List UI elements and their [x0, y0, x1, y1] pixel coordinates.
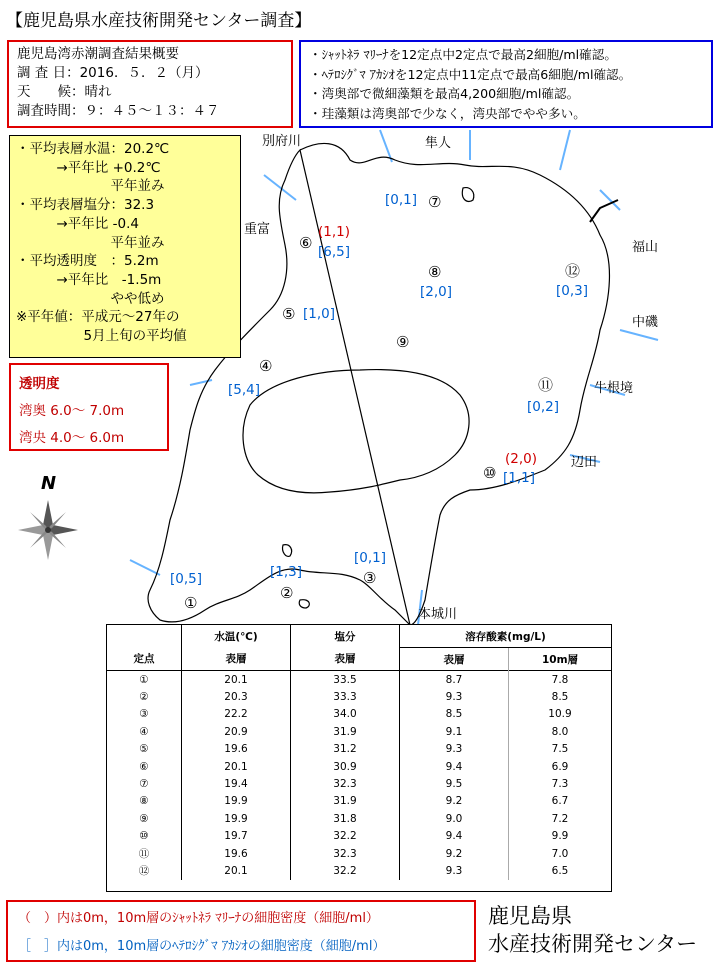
- table-cell: 20.1: [182, 862, 291, 879]
- station-7-heterosigma: [0,1]: [385, 192, 418, 208]
- station-2: ②: [280, 584, 294, 602]
- station-5-heterosigma: [1,0]: [303, 306, 336, 322]
- cell-station: ⑨: [107, 810, 182, 827]
- table-cell: 20.9: [182, 723, 291, 740]
- place-hetta: 辺田: [571, 455, 598, 470]
- compass-icon: [18, 500, 78, 560]
- table-row: [107, 845, 611, 862]
- place-hayato: 隼人: [425, 136, 452, 151]
- table-cell: 33.3: [291, 688, 400, 705]
- avg-line: ※平年値：平成元～27年の: [16, 309, 180, 326]
- station-10: ⑩: [483, 464, 497, 482]
- table-cell: 8.5: [400, 706, 509, 723]
- cell-station: ①: [107, 671, 182, 689]
- table-cell: 9.3: [400, 741, 509, 758]
- table-cell: 31.9: [291, 723, 400, 740]
- cell-station: ⑪: [107, 845, 182, 862]
- station-9: ⑨: [396, 333, 410, 351]
- place-ushinekyo: 牛根境: [594, 381, 634, 396]
- station-7: ⑦: [428, 193, 442, 211]
- th-salinity-surface: 表層: [291, 648, 400, 671]
- place-beppu-river: 別府川: [262, 134, 302, 149]
- table-cell: 19.7: [182, 828, 291, 845]
- table-cell: 6.7: [551, 795, 569, 808]
- th-do-10m: 10m層: [541, 653, 579, 666]
- cell-station: ⑫: [107, 862, 182, 879]
- table-cell: 10.9: [548, 708, 572, 721]
- organization-line1: 鹿児島県: [488, 904, 572, 928]
- avg-line: →平年比 -1.5m: [16, 271, 162, 288]
- table-cell: 9.4: [400, 828, 509, 845]
- table-cell: 9.1: [400, 723, 509, 740]
- cell-station: ④: [107, 723, 182, 740]
- table-cell: 9.5: [400, 775, 509, 792]
- legend-heterosigma: ［ ］内は0m，10m層のﾍﾃﾛｼｸﾞﾏ ｱｶｼｵの細胞密度（細胞/ml）: [18, 939, 386, 954]
- station-4-heterosigma: [5,4]: [228, 382, 261, 398]
- table-cell: 9.2: [400, 845, 509, 862]
- north-label: N: [41, 473, 57, 494]
- station-1: ①: [184, 594, 198, 612]
- table-cell: 9.2: [400, 793, 509, 810]
- table-cell: 30.9: [291, 758, 400, 775]
- summary-line: 調査時間：９：４５～１３：４７: [17, 103, 220, 119]
- table-cell: 32.2: [291, 862, 400, 879]
- table-cell: 33.5: [291, 671, 400, 689]
- clarity-middle-bay: 湾央 4.0～ 6.0m: [19, 430, 125, 446]
- table-row: [107, 793, 611, 810]
- finding-line: ・ｼｬｯﾄﾈﾗ ﾏﾘｰﾅを12定点中2定点で最高2細胞/ml確認。: [309, 47, 617, 62]
- summary-line: 天 候：晴れ: [17, 84, 112, 100]
- sakurajima: [243, 370, 469, 493]
- survey-summary-box: [7, 40, 293, 128]
- table-cell: 6.5: [551, 864, 569, 877]
- table-cell: 8.7: [400, 671, 509, 689]
- station-3-heterosigma: [0,1]: [354, 550, 387, 566]
- table-cell: 19.6: [182, 845, 291, 862]
- station-10-chattonella: (2,0): [505, 451, 538, 467]
- table-cell: 32.2: [291, 828, 400, 845]
- table-cell: 7.3: [551, 778, 569, 791]
- table-cell: 9.0: [400, 810, 509, 827]
- station-11-heterosigma: [0,2]: [527, 399, 560, 415]
- table-cell: 19.6: [182, 741, 291, 758]
- cell-station: ⑦: [107, 775, 182, 792]
- table-row: [107, 706, 611, 723]
- observation-table: [106, 624, 612, 892]
- avg-line: →平年比 -0.4: [16, 215, 139, 232]
- avg-line: やや低め: [16, 290, 165, 307]
- th-do-surface: 表層: [400, 648, 509, 671]
- legend-chattonella: （ ）内は0m，10m層のｼｬｯﾄﾈﾗ ﾏﾘｰﾅの細胞密度（細胞/ml）: [18, 911, 379, 926]
- organization: [488, 902, 697, 958]
- avg-line: 平年並み: [16, 234, 165, 251]
- organization-line2: 水産技術開発センター: [488, 932, 698, 956]
- station-1-heterosigma: [0,5]: [170, 571, 203, 587]
- table-cell: 22.2: [182, 706, 291, 723]
- station-12: ⑫: [565, 262, 581, 280]
- table-cell: 7.2: [551, 812, 569, 825]
- avg-line: 5月上旬の平均値: [16, 328, 187, 345]
- cell-station: ⑩: [107, 828, 182, 845]
- cell-station: ⑤: [107, 741, 182, 758]
- table-cell: 6.9: [551, 760, 569, 773]
- table-cell: 32.3: [291, 845, 400, 862]
- cell-station: ②: [107, 688, 182, 705]
- place-shigetomi: 重富: [244, 222, 271, 237]
- table-cell: 9.3: [400, 688, 509, 705]
- station-2-heterosigma: [1,3]: [270, 564, 303, 580]
- table-row: [107, 723, 611, 740]
- clarity-title: 透明度: [19, 376, 60, 392]
- cell-station: ⑥: [107, 758, 182, 775]
- table-row: [107, 828, 611, 845]
- th-temp-surface: 表層: [182, 648, 291, 671]
- table-cell: 20.1: [182, 758, 291, 775]
- table-cell: 8.0: [551, 725, 569, 738]
- cell-station: ③: [107, 706, 182, 723]
- table-cell: 20.1: [182, 671, 291, 689]
- table-cell: 7.5: [551, 743, 569, 756]
- table-row: [107, 775, 611, 792]
- table-cell: 9.3: [400, 862, 509, 879]
- th-station: 定点: [107, 648, 182, 671]
- station-11: ⑪: [538, 376, 554, 394]
- station-12-heterosigma: [0,3]: [556, 283, 589, 299]
- legend-box: [6, 900, 476, 962]
- cell-station: ⑧: [107, 793, 182, 810]
- table-cell: 34.0: [291, 706, 400, 723]
- table-row: [107, 758, 611, 775]
- station-8-heterosigma: [2,0]: [420, 284, 453, 300]
- place-nakaiso: 中磯: [632, 315, 659, 330]
- findings-box: [299, 40, 713, 128]
- table-cell: 31.8: [291, 810, 400, 827]
- summary-line: 調 査 日：2016．５．２（月）: [17, 65, 209, 81]
- avg-line: ・平均表層水温：20.2℃: [16, 141, 170, 157]
- station-10-heterosigma: [1,1]: [503, 470, 536, 486]
- station-5: ⑤: [282, 305, 296, 323]
- avg-line: →平年比 +0.2℃: [16, 159, 161, 176]
- avg-line: ・平均表層塩分：32.3: [16, 197, 155, 214]
- th-dissolved-oxygen: 溶存酸素(mg/L): [400, 625, 612, 648]
- station-8: ⑧: [428, 263, 442, 281]
- table-cell: 9.4: [400, 758, 509, 775]
- table-cell: 19.9: [182, 793, 291, 810]
- table-cell: 31.9: [291, 793, 400, 810]
- table-row: [107, 671, 611, 689]
- table-row: [107, 741, 611, 758]
- th-salinity: 塩分: [291, 625, 400, 648]
- place-fukuyama: 福山: [632, 240, 659, 255]
- finding-line: ・珪藻類は湾奥部で少なく，湾央部でやや多い。: [309, 105, 586, 121]
- table-row: [107, 810, 611, 827]
- table-cell: 19.4: [182, 775, 291, 792]
- avg-line: 平年並み: [16, 178, 165, 195]
- summary-line: 鹿児島湾赤潮調査結果概要: [17, 46, 179, 62]
- page-title: 【鹿児島県水産技術開発センター調査】: [6, 11, 312, 31]
- th-temp: 水温(℃): [182, 625, 291, 648]
- table-row: [107, 688, 611, 705]
- station-6: ⑥: [299, 234, 313, 252]
- table-cell: 9.9: [551, 830, 569, 843]
- table-cell: 20.3: [182, 688, 291, 705]
- finding-line: ・湾奥部で微細藻類を最高4,200細胞/ml確認。: [309, 86, 580, 101]
- avg-line: ・平均透明度 ：5.2m: [16, 253, 159, 270]
- averages-box: [9, 135, 241, 358]
- clarity-box: [9, 363, 169, 451]
- table-row: [107, 862, 611, 879]
- table-cell: 31.2: [291, 741, 400, 758]
- table-cell: 8.5: [551, 691, 569, 704]
- place-motoki-river: 本城川: [418, 607, 458, 622]
- station-3: ③: [363, 569, 377, 587]
- table-cell: 32.3: [291, 775, 400, 792]
- table-cell: 7.0: [551, 847, 569, 860]
- table-cell: 7.8: [551, 673, 569, 686]
- finding-line: ・ﾍﾃﾛｼｸﾞﾏ ｱｶｼｵを12定点中11定点で最高6細胞/ml確認。: [309, 66, 632, 82]
- station-6-chattonella: (1,1): [318, 224, 351, 240]
- station-4: ④: [259, 357, 273, 375]
- clarity-inner-bay: 湾奥 6.0～ 7.0m: [19, 403, 125, 419]
- table-cell: 19.9: [182, 810, 291, 827]
- station-6-heterosigma: [6,5]: [318, 244, 351, 260]
